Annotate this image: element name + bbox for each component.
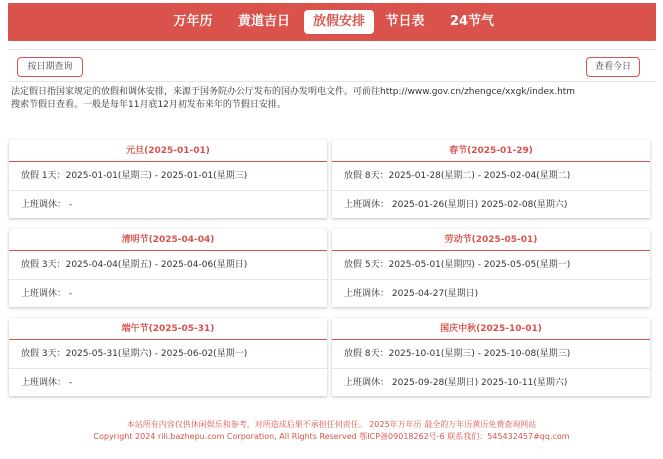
nav-item-solar-terms[interactable]: 24节气 bbox=[449, 14, 495, 29]
holiday-card bbox=[9, 318, 327, 396]
holiday-workdays: 上班调休： 2025-04-27(星期日) bbox=[344, 289, 479, 299]
nav-item-festival-table[interactable]: 节日表 bbox=[385, 14, 425, 29]
card-divider bbox=[332, 190, 650, 191]
divider bbox=[8, 81, 656, 82]
footer-disclaimer: 本站所有内容仅供休闲娱乐和参考，对所造成后果不承担任何责任。 2025年万年历 最全的万年历黄历免费查询网站 bbox=[126, 420, 537, 429]
nav-item-calendar[interactable]: 万年历 bbox=[173, 14, 213, 29]
holiday-card bbox=[332, 318, 650, 396]
holiday-card bbox=[332, 229, 650, 307]
divider bbox=[8, 49, 656, 50]
holiday-workdays: 上班调休： 2025-01-26(星期日) 2025-02-08(星期六) bbox=[344, 200, 568, 210]
holiday-title: 清明节(2025-04-04) bbox=[9, 229, 327, 251]
view-today-button[interactable]: 查看今日 bbox=[586, 57, 640, 77]
intro-line-2: 搜索节假日查看。一般是每年11月底12月初发布来年的节假日安排。 bbox=[11, 100, 286, 110]
holiday-workdays: 上班调休： - bbox=[21, 289, 73, 299]
holiday-title: 端午节(2025-05-31) bbox=[9, 318, 327, 340]
holiday-off-days: 放假 1天：2025-01-01(星期三) - 2025-01-01(星期三) bbox=[21, 171, 248, 181]
holiday-off-days: 放假 5天：2025-05-01(星期四) - 2025-05-05(星期一) bbox=[344, 260, 571, 270]
footer-copyright: Copyright 2024 rili.bazhepu.com Corporation, All Rights Reserved 鄂ICP备09018262号-6 联系我们：545432457#qq.com bbox=[93, 432, 570, 441]
holiday-workdays: 上班调休： - bbox=[21, 378, 73, 388]
holiday-off-days: 放假 8天：2025-10-01(星期三) - 2025-10-08(星期三) bbox=[344, 349, 571, 359]
holiday-card bbox=[9, 140, 327, 218]
card-divider bbox=[332, 368, 650, 369]
holiday-workdays: 上班调休： - bbox=[21, 200, 73, 210]
card-divider bbox=[9, 368, 327, 369]
nav-item-holiday-schedule[interactable]: 放假安排 bbox=[304, 10, 374, 34]
query-by-date-button[interactable]: 按日期查询 bbox=[17, 57, 83, 77]
card-divider bbox=[332, 279, 650, 280]
holiday-title: 春节(2025-01-29) bbox=[332, 140, 650, 162]
holiday-card bbox=[332, 140, 650, 218]
holiday-off-days: 放假 3天：2025-05-31(星期六) - 2025-06-02(星期一) bbox=[21, 349, 248, 359]
card-divider bbox=[9, 279, 327, 280]
nav-item-auspicious-days[interactable]: 黄道吉日 bbox=[237, 14, 290, 29]
intro-line-1: 法定假日指国家规定的放假和调休安排，来源于国务院办公厅发布的国办发明电文件。可前往http://www.gov.cn/zhengce/xxgk/index.htm bbox=[11, 87, 576, 97]
holiday-off-days: 放假 3天：2025-04-04(星期五) - 2025-04-06(星期日) bbox=[21, 260, 248, 270]
card-divider bbox=[9, 190, 327, 191]
holiday-title: 国庆中秋(2025-10-01) bbox=[332, 318, 650, 340]
holiday-title: 劳动节(2025-05-01) bbox=[332, 229, 650, 251]
holiday-title: 元旦(2025-01-01) bbox=[9, 140, 327, 162]
holiday-card bbox=[9, 229, 327, 307]
holiday-off-days: 放假 8天：2025-01-28(星期二) - 2025-02-04(星期二) bbox=[344, 171, 571, 181]
top-nav bbox=[8, 3, 656, 41]
intro-text bbox=[11, 86, 651, 112]
holiday-workdays: 上班调休： 2025-09-28(星期日) 2025-10-11(星期六) bbox=[344, 378, 568, 388]
